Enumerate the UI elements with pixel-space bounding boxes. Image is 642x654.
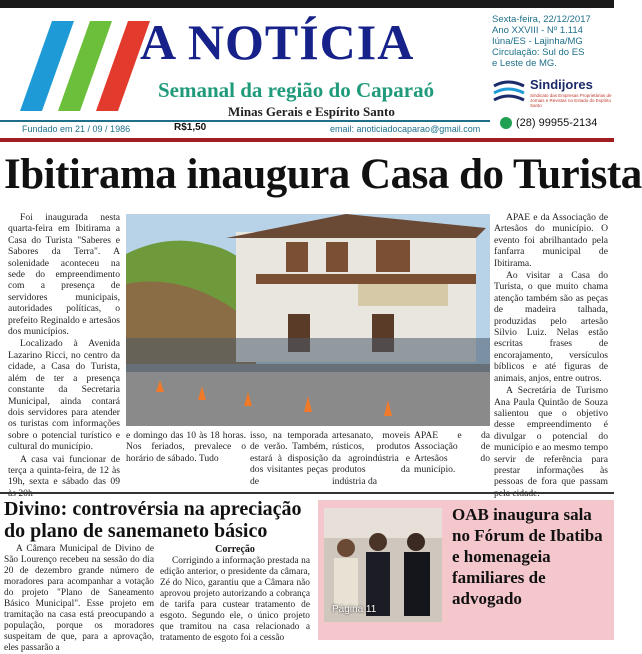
edition-number: Ano XXVIII - Nº 1.114 <box>492 25 583 36</box>
divino-column-1 <box>4 544 154 653</box>
newspaper-subtitle: Semanal da região do Caparaó <box>158 78 435 102</box>
edition-date: Sexta-feira, 22/12/2017 <box>492 14 591 25</box>
oab-headline: OAB inaugura sala no Fórum de Ibatiba e homenageia familiares de advogado <box>452 505 603 608</box>
paragraph: Foi inaugurada nesta quarta-feira em Ibitirama a Casa do Turista "Saberes e Sabores da Terra". A solenidade aconteceu na sede do empreendimento com a presença de servidores municipais, autoridades políticas, o prefeito Reginaldo e artesãos dos municípios. <box>8 212 120 338</box>
main-story-under-photo-3: artesanato, moveis rústicos, produtos da agroindústria e produtos da indústria da <box>332 430 410 487</box>
union-description: Sindicato das Empresas Proprietárias de Jornais e Revistas no Estado do Espírito Santo <box>530 93 612 108</box>
phone-number: (28) 99955-2134 <box>516 117 598 129</box>
main-story-under-photo-2: isso, na temporada de verão. Também, estará à disposição dos visitantes peças de <box>250 430 328 487</box>
correction-label: Correção <box>215 544 255 555</box>
paragraph: APAE e da Associação de Artesãos do município. O evento foi abrilhantado pela fanfarra municipal de Ibitirama. <box>494 212 608 269</box>
newspaper-title: A NOTÍCIA <box>140 14 415 70</box>
main-story-column-right <box>494 212 608 492</box>
edition-info <box>492 14 610 69</box>
paragraph: A casa vai funcionar de terça a quinta-feira, de 12 às 19h, sexta e sábado das 09 <box>8 453 120 488</box>
top-bar <box>0 0 614 8</box>
paragraph: A Secretária de Turismo Ana Paula Quintão de Souza salientou que o objetivo desse empreendimento é divulgar o potencial do município e ao mesmo tempo servir de referência para prestar informações às pessoas de fora que passam <box>494 385 608 488</box>
main-headline: Ibitirama inaugura Casa do Turista <box>4 151 642 198</box>
correction-column <box>160 544 310 643</box>
main-story-under-photo-1: e domingo das 10 às 18 horas. Nos feriados, prevalece o horário de sábado. Tudo <box>126 430 246 464</box>
paragraph: Localizado à Avenida Lazarino Ricci, no centro da cidade, a Casa do Turista, além de ter a presença constante da Secretaria Municipal, ainda contará dois servidores para atender os turistas com informações sobre o potencial turístico e cultural do município. <box>8 338 120 453</box>
paragraph: Corrigindo a informação prestada na edição anterior, o presidente da câmara, Zé do Nico, garantiu que a Câmara não aprovou projeto autorizando a cobrança de tarifa para custear tratamento de esgoto. Segundo ele, o único projeto que tramitou na casa relacionado a tratamento de esgoto foi a cessão <box>160 556 310 643</box>
masthead-red-rule <box>0 138 614 142</box>
page-reference: Página 11 <box>332 604 377 615</box>
masthead-divider <box>0 120 490 122</box>
section-divider <box>0 492 614 494</box>
founded-date: Fundado em 21 / 09 / 1986 <box>22 124 131 134</box>
coverage-region: Minas Gerais e Espírito Santo <box>228 104 395 119</box>
casa-do-turista-photo <box>126 214 490 426</box>
edition-cities: Iúna/ES - Lajinha/MG <box>492 36 583 47</box>
paragraph: Ao visitar a Casa do Turista, o que muito chama atenção também são as peças de madeira talhada, produzidas pelo artesão Silvio Luiz. Nelas estão escritas frases de encorajamento, versículos bíblicos e até figuras de animais, anjos, entre outros. <box>494 270 608 384</box>
edition-circulation: Circulação: Sul do ES <box>492 47 585 58</box>
contact-email: email: anoticiadocaparao@gmail.com <box>330 124 481 134</box>
price: R$1,50 <box>174 122 207 133</box>
contact-phone <box>500 117 597 129</box>
main-story-column-1 <box>8 212 120 492</box>
whatsapp-icon <box>500 117 512 129</box>
edition-circulation-2: e Leste de MG. <box>492 58 557 69</box>
union-name: Sindijores <box>530 77 593 92</box>
main-story-under-photo-4: APAE e da Associação de Artesãos do município. <box>414 430 490 476</box>
paragraph: A Câmara Municipal de Divino de São Lourenço recebeu na sessão do dia 20 de dezembro grande número de moradores para acompanhar a votação do projeto "Plano de Saneamento Básico Municipal". Esse projeto em tramitação na casa está preocupando a população, porque os moradores suspeitam de que, para a aprovação, eles passarão a <box>4 544 154 653</box>
divino-headline: Divino: controvérsia na apreciação do plano de sanemaneto básico <box>4 498 302 542</box>
